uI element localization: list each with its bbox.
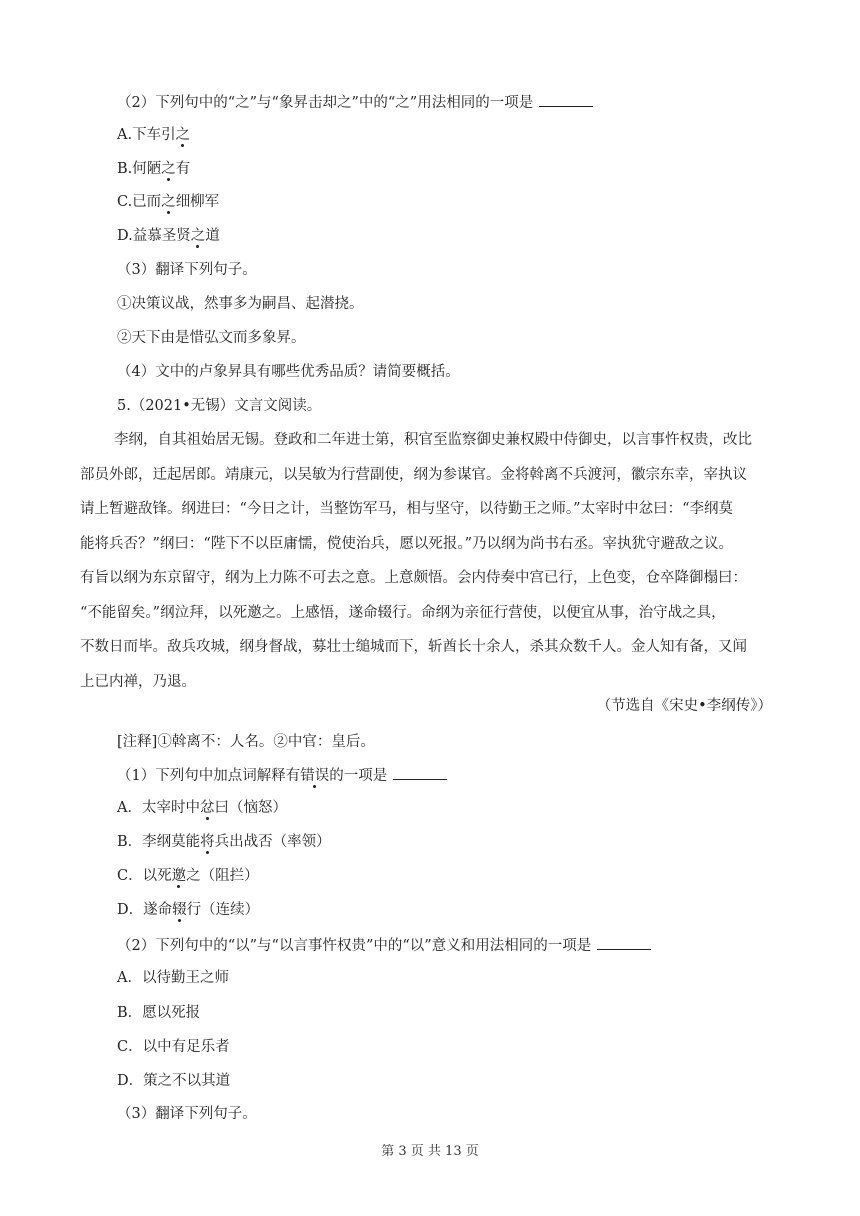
q4-2-option-c: C.已而之细柳军: [117, 194, 220, 210]
passage-source: （节选自《宋史•李纲传》）: [596, 698, 772, 714]
q5-1-option-a: A．太宰时中忿曰（恼怒）: [117, 800, 287, 816]
q5-2-option-b: B．愿以死报: [117, 1005, 201, 1021]
passage-line: 上已内禅，乃退。: [80, 673, 196, 690]
emphasis-dot-char: 错误: [300, 768, 330, 784]
emphasis-dot-char: 忿: [199, 800, 215, 816]
q4-2-stem: （2）下列句中的“之”与“象昇击却之”中的“之”用法相同的一项是: [117, 92, 593, 113]
q4-2-option-a: A.下车引之: [117, 127, 191, 143]
q5-2-option-d: D．策之不以其道: [117, 1073, 231, 1089]
passage-line: 李纲，自其祖始居无锡。登政和二年进士第，积官至监察御史兼权殿中侍御史，以言事忤权贵，改比: [114, 432, 752, 448]
passage-line: 部员外郎，迁起居郎。靖康元，以吴敏为行营副使，纲为参谋官。金将斡离不兵渡河，徽宗东幸，宰执议: [80, 466, 747, 483]
emphasis-dot-char: 之: [175, 127, 191, 143]
answer-blank[interactable]: [539, 92, 593, 107]
emphasis-dot-char: 辍: [172, 902, 187, 918]
page-footer: 第 3 页 共 13 页: [381, 1144, 479, 1159]
q5-passage: [80, 423, 780, 699]
passage-line: “不能留矣。”纲泣拜，以死邀之。上感悟，遂命辍行。命纲为亲征行营使，以便宜从事，治守战之具，: [80, 604, 726, 621]
passage-line: 有旨以纲为东京留守，纲为上力陈不可去之意。上意颇悟。会内侍奏中宫已行，上色变，仓卒降御榻曰：: [80, 570, 747, 586]
q4-2-option-d: D.益慕圣贤之道: [117, 228, 220, 244]
emphasis-dot-char: 将: [200, 834, 215, 850]
passage-line: 能将兵否？”纲曰：“陛下不以臣庸懦，傥使治兵，愿以死报。”乃以纲为尚书右丞。宰执犹守避敌之议。: [80, 535, 733, 552]
answer-blank[interactable]: [393, 765, 447, 780]
q5-1-option-d: D．遂命辍行（连续）: [117, 902, 260, 918]
q5-header: 5.（2021•无锡）文言文阅读。: [117, 398, 322, 414]
passage-line: 不数日而毕。敌兵攻城，纲身督战，募壮士缒城而下，斩酋长十余人，杀其众数千人。金人知有备，又闻: [80, 639, 747, 655]
emphasis-dot-char: 之: [161, 161, 176, 177]
passage-line: 请上暂避敌锋。纲进曰：“今日之计，当整饬军马，相与坚守，以待勤王之师。”太宰时中忿曰：“李纲莫: [80, 501, 733, 517]
answer-blank[interactable]: [597, 935, 651, 950]
q5-2-option-a: A．以待勤王之师: [117, 970, 229, 986]
emphasis-dot-char: 之: [190, 228, 206, 244]
q4-2-option-b: B.何陋之有: [117, 161, 191, 177]
q4-3-sentence-1: ①决策议战，然事多为嗣昌、起潜挠。: [117, 296, 364, 312]
q5-1-stem: （1）下列句中加点词解释有错误的一项是: [117, 765, 447, 786]
q4-3-stem: （3）翻译下列句子。: [117, 262, 257, 278]
q5-1-option-b: B．李纲莫能将兵出战否（率领）: [117, 834, 331, 850]
q5-2-stem: （2）下列句中的“以”与“以言事忤权贵”中的“以”意义和用法相同的一项是: [117, 935, 651, 956]
emphasis-dot-char: 之: [161, 194, 176, 210]
emphasis-dot-char: 邀: [171, 868, 187, 884]
q5-2-option-c: C．以中有足乐者: [117, 1039, 230, 1055]
q5-3-stem: （3）翻译下列句子。: [117, 1106, 257, 1122]
q5-1-option-c: C．以死邀之（阻拦）: [117, 868, 259, 884]
passage-note: [注释]①斡离不：人名。②中官：皇后。: [117, 734, 375, 750]
q4-3-sentence-2: ②天下由是惜弘文而多象昇。: [117, 330, 306, 346]
q4-4-stem: （4）文中的卢象昇具有哪些优秀品质？请简要概括。: [117, 364, 460, 380]
